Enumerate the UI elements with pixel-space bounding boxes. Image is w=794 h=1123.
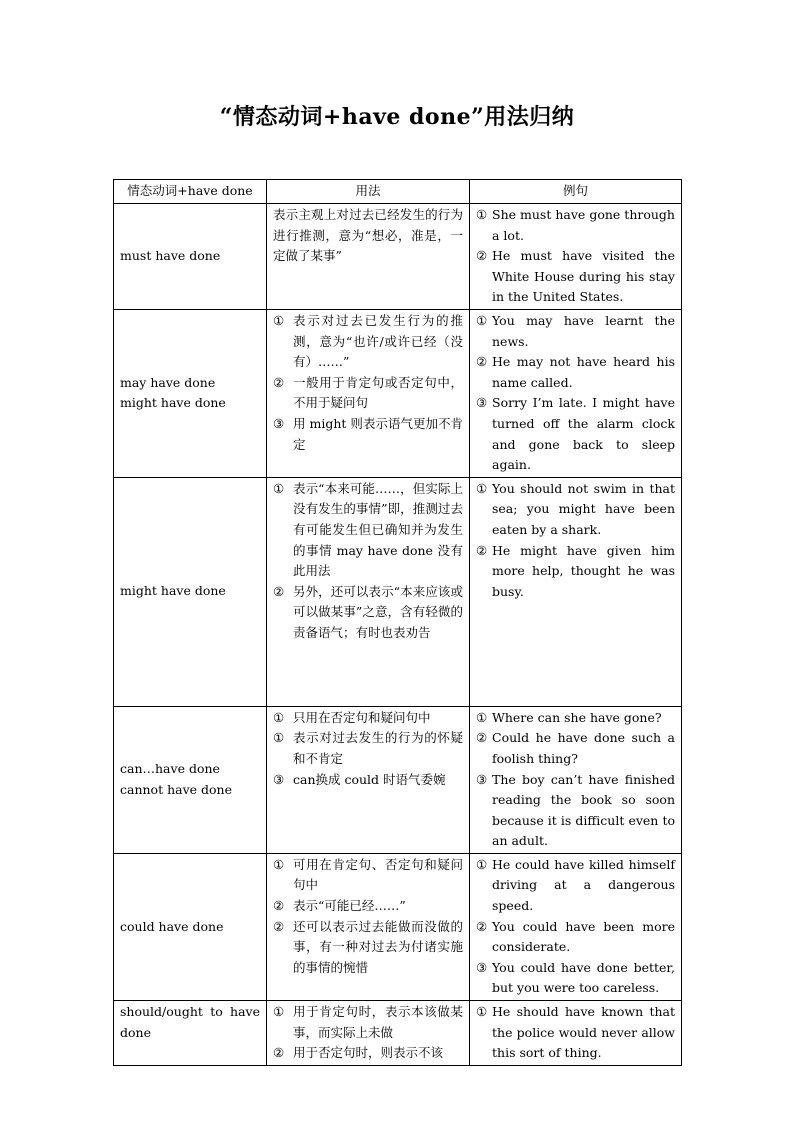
usage-text: 表示“本来可能……，但实际上没有发生的事情”即，推测过去有可能发生但已确知并为发生的事情 may have done 没有此用法 [293,480,463,579]
example-cell [470,853,682,1000]
term-cell [114,853,267,1000]
usage-item [273,917,463,979]
usage-marker: ② [273,583,285,599]
usage-marker: ① [273,730,285,746]
example-text: He should have known that the police would never allow this sort of thing. [492,1004,675,1061]
term-text: might have done [120,395,226,411]
term-text: should/ought to have done [120,1004,260,1040]
term-text: might have done [120,583,226,599]
header-example: 例句 [470,180,682,204]
table-row [114,1001,682,1066]
usage-item [273,770,463,791]
usage-marker: ① [273,312,285,328]
usage-cell [267,853,470,1000]
usage-item [273,1043,463,1064]
example-marker: ③ [476,959,488,975]
usage-item [273,479,463,582]
example-item [476,393,675,475]
term-cell [114,204,267,310]
example-text: You could have done better, but you were too careless. [492,959,675,996]
table-row [114,853,682,1000]
term-cell [114,477,267,706]
usage-item [273,708,463,729]
usage-item [273,1002,463,1043]
page-title: “情态动词+have done”用法归纳 [219,104,575,130]
example-marker: ② [476,542,488,558]
term-text: could have done [120,918,224,934]
usage-marker: ① [273,709,285,725]
table-row [114,706,682,853]
term-text: may have done [120,374,216,390]
usage-item [273,373,463,414]
usage-text: 表示主观上对过去已经发生的行为进行推测，意为“想必，准是，一定做了某事” [273,207,463,264]
example-text: He could have killed himself driving at a dangerous speed. [492,856,675,914]
usage-item [273,311,463,373]
usage-text: 可用在肯定句、否定句和疑问句中 [293,856,463,893]
usage-cell [267,204,470,310]
usage-text: 用于否定句时，则表示不该 [293,1045,444,1061]
modal-verbs-table [113,179,682,1066]
header-term: 情态动词+have done [114,180,267,204]
term-text: cannot have done [120,781,232,797]
term-cell [114,1001,267,1066]
usage-marker: ② [273,374,285,390]
example-item [476,246,675,308]
example-item [476,479,675,541]
example-item [476,352,675,393]
usage-cell [267,309,470,477]
example-marker: ② [476,730,488,746]
usage-marker: ③ [273,415,285,431]
example-text: He might have given him more help, thought he was busy. [492,542,675,599]
example-cell [470,309,682,477]
usage-marker: ② [273,898,285,914]
example-marker: ① [476,312,488,328]
example-item [476,708,675,729]
usage-item [273,414,463,455]
usage-text: 表示对过去已发生行为的推测，意为“也许/或许已经（没有）……” [293,312,463,370]
example-marker: ① [476,480,488,496]
example-item [476,728,675,769]
usage-text: 还可以表示过去能做而没做的事，有一种对过去为付诸实施的事情的惋惜 [293,918,463,975]
usage-item [273,896,463,917]
example-text: Could he have done such a foolish thing? [492,730,675,766]
table-row [114,477,682,706]
usage-text: can换成 could 时语气委婉 [293,771,446,787]
table-row [114,204,682,310]
example-text: You may have learnt the news. [492,312,675,349]
example-item [476,205,675,246]
example-cell [470,1001,682,1066]
usage-marker: ① [273,1004,285,1020]
example-text: She must have gone through a lot. [492,207,675,243]
example-text: The boy can’t have finished reading the book so soon because it is difficult even to an adult. [492,771,675,849]
usage-text: 用于肯定句时，表示本该做某事，而实际上未做 [293,1004,463,1040]
usage-cell [267,1001,470,1066]
example-marker: ① [476,207,488,222]
example-text: You could have been more considerate. [492,918,675,955]
usage-text: 一般用于肯定句或否定句中，不用于疑问句 [293,374,463,411]
example-marker: ③ [476,395,488,411]
example-text: Where can she have gone? [492,709,662,725]
usage-item [273,855,463,896]
usage-item [273,728,463,769]
usage-marker: ② [273,918,285,934]
example-text: He must have visited the White House during his stay in the United States. [492,248,675,305]
example-cell [470,706,682,853]
usage-marker: ① [273,480,285,496]
example-text: Sorry I’m late. I might have turned off the alarm clock and gone back to sleep again. [492,395,675,473]
term-cell [114,706,267,853]
example-cell [470,204,682,310]
usage-text: 表示“可能已经……” [293,898,406,914]
example-item [476,541,675,603]
example-marker: ② [476,354,488,370]
usage-text: 另外，还可以表示“本来应该或可以做某事”之意，含有轻微的责备语气；有时也表劝告 [293,583,463,640]
header-usage: 用法 [267,180,470,204]
example-marker: ① [476,856,488,872]
example-item [476,855,675,917]
usage-marker: ② [273,1045,285,1061]
example-item [476,917,675,958]
usage-cell [267,477,470,706]
example-cell [470,477,682,706]
example-marker: ③ [476,771,488,787]
example-marker: ② [476,248,488,264]
example-marker: ② [476,918,488,934]
term-text: must have done [120,248,221,264]
example-marker: ① [476,709,488,725]
usage-text: 用 might 则表示语气更加不肯定 [293,415,463,452]
example-text: You should not swim in that sea; you might have been eaten by a shark. [492,480,675,537]
example-item [476,311,675,352]
usage-cell [267,706,470,853]
table-header-row [114,180,682,204]
example-item [476,1002,675,1064]
term-text: can…have done [120,761,220,777]
usage-text: 只用在否定句和疑问句中 [293,709,431,725]
term-cell [114,309,267,477]
example-item [476,958,675,999]
example-marker: ① [476,1004,488,1020]
usage-marker: ① [273,856,285,872]
usage-text: 表示对过去发生的行为的怀疑和不肯定 [293,730,463,766]
table-row [114,309,682,477]
usage-item [273,582,463,644]
usage-marker: ③ [273,771,285,787]
example-text: He may not have heard his name called. [492,354,675,390]
example-item [476,770,675,852]
